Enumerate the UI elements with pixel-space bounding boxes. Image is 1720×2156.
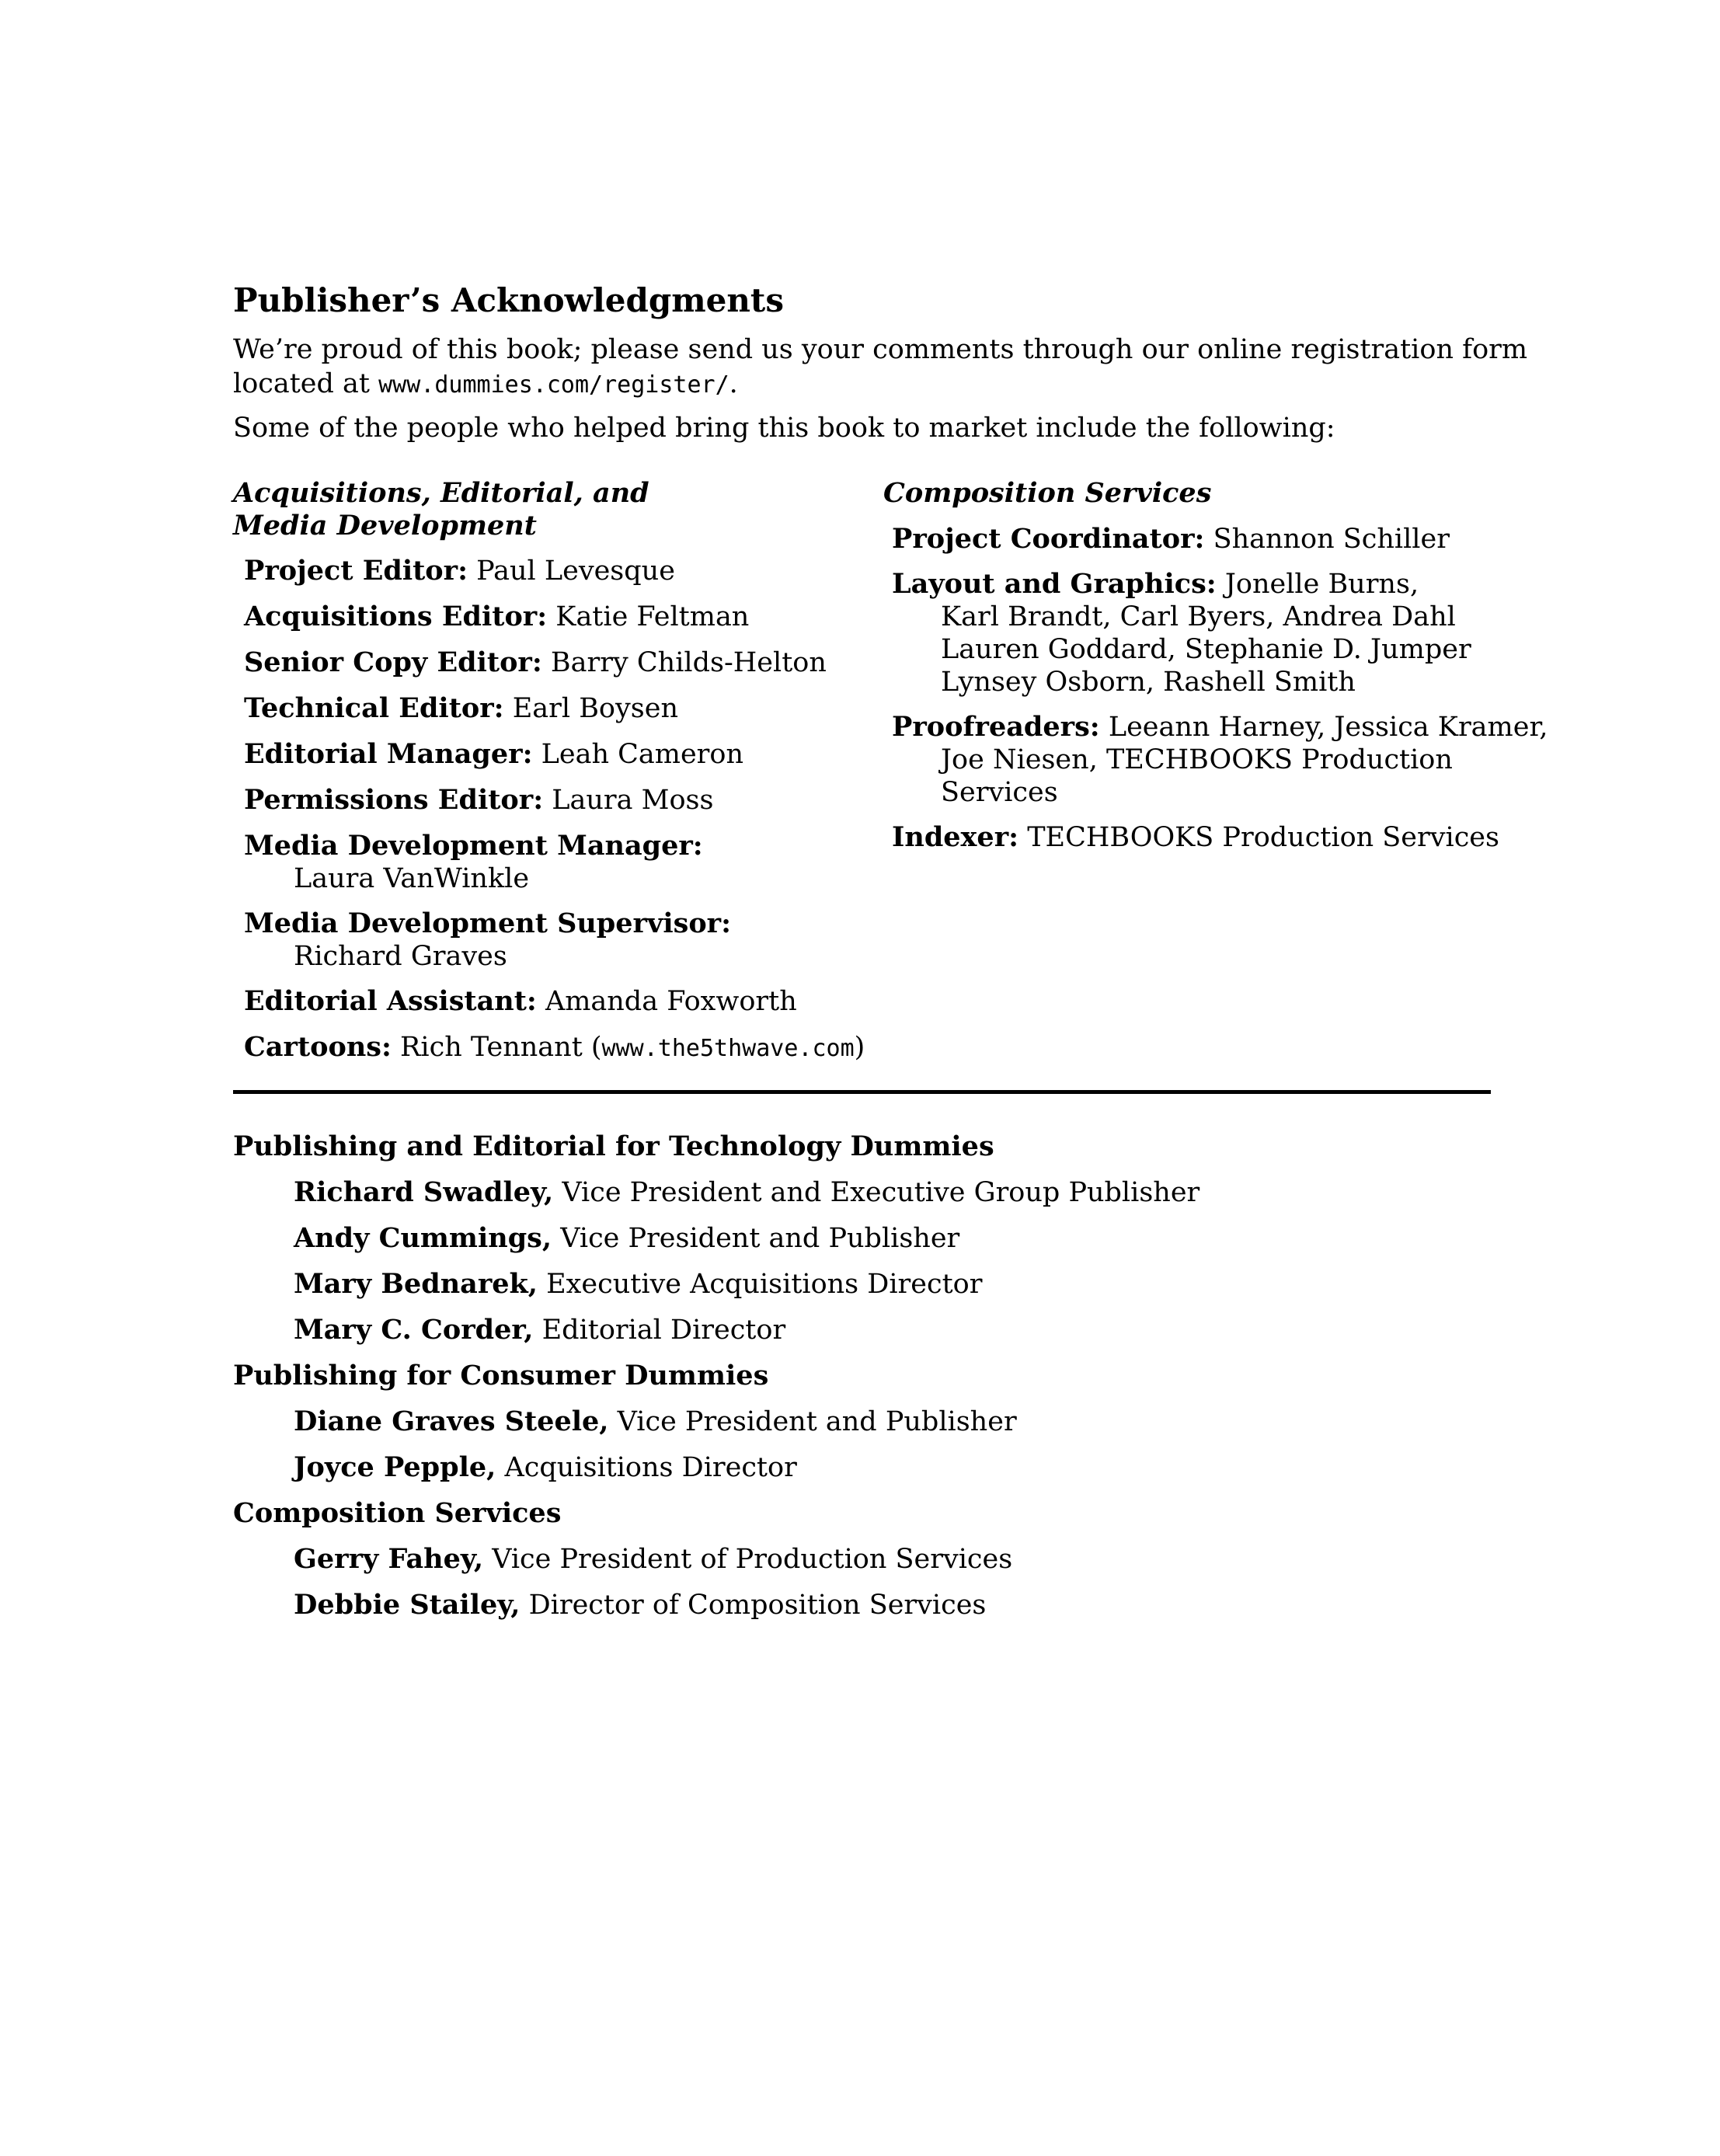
staff-entry xyxy=(294,1176,1199,1208)
credit-role: Media Development Supervisor: xyxy=(244,907,732,939)
staff-title: Vice President and Publisher xyxy=(617,1406,1017,1437)
credit-name-continued: Karl Brandt, Carl Byers, Andrea Dahl xyxy=(941,601,1456,632)
staff-name: Joyce Pepple, xyxy=(294,1451,496,1483)
staff-name: Mary Bednarek, xyxy=(294,1268,538,1300)
credit-name-continued: Lauren Goddard, Stephanie D. Jumper xyxy=(941,634,1471,665)
credit-name: Leeann Harney, Jessica Kramer, xyxy=(1108,712,1548,743)
credit-role: Technical Editor: xyxy=(244,692,504,724)
credit-name: Leah Cameron xyxy=(541,739,744,770)
staff-title: Vice President and Publisher xyxy=(560,1223,960,1254)
staff-name: Mary C. Corder, xyxy=(294,1314,534,1346)
credit-role: Editorial Manager: xyxy=(244,738,533,770)
staff-title: Vice President of Production Services xyxy=(492,1544,1013,1575)
staff-entry xyxy=(294,1314,785,1346)
credit-name-continued: Joe Niesen, TECHBOOKS Production xyxy=(941,744,1453,775)
credit-role: Project Editor: xyxy=(244,555,468,587)
intro-line-2-prefix: located at xyxy=(233,368,379,399)
credit-name: Paul Levesque xyxy=(476,556,675,587)
left-column-heading-line-1: Acquisitions, Editorial, and xyxy=(233,477,649,509)
intro-line-3: Some of the people who helped bring this book to market include the following: xyxy=(233,413,1335,444)
credit-role: Project Coordinator: xyxy=(892,523,1205,555)
credit-entry xyxy=(244,830,703,862)
staff-entry xyxy=(294,1543,1012,1575)
credit-name: TECHBOOKS Production Services xyxy=(1027,822,1499,853)
credit-entry xyxy=(244,555,675,587)
cartoon-url-link[interactable]: www.the5thwave.com xyxy=(601,1035,855,1062)
credit-name-continued: Services xyxy=(941,777,1058,808)
right-column-heading: Composition Services xyxy=(883,477,1212,509)
staff-title: Executive Acquisitions Director xyxy=(546,1269,983,1300)
staff-entry xyxy=(294,1451,797,1483)
section-heading: Publishing for Consumer Dummies xyxy=(233,1360,769,1391)
staff-title: Vice President and Executive Group Publisher xyxy=(562,1177,1200,1208)
credit-entry xyxy=(892,821,1499,854)
intro-line-1: We’re proud of this book; please send us your comments through our online registration form xyxy=(233,334,1528,365)
staff-entry xyxy=(294,1405,1017,1437)
left-column-heading-line-2: Media Development xyxy=(233,510,537,542)
page-title: Publisher’s Acknowledgments xyxy=(233,281,784,319)
credit-name: Barry Childs-Helton xyxy=(550,647,827,678)
credit-entry xyxy=(244,738,743,771)
registration-url-link[interactable]: www.dummies.com/register/ xyxy=(378,371,729,399)
credit-role: Layout and Graphics: xyxy=(892,568,1217,600)
credit-entry xyxy=(244,985,797,1018)
credit-role: Indexer: xyxy=(892,821,1019,853)
staff-name: Debbie Stailey, xyxy=(294,1589,521,1621)
staff-name: Richard Swadley, xyxy=(294,1176,554,1208)
credit-role: Editorial Assistant: xyxy=(244,985,537,1017)
credit-name: Jonelle Burns, xyxy=(1224,569,1419,600)
credit-entry xyxy=(244,907,731,940)
credit-name: Laura Moss xyxy=(552,785,714,816)
cartoon-url-open: ( xyxy=(582,1032,602,1063)
credit-entry xyxy=(244,692,678,725)
cartoon-url-close: ) xyxy=(854,1032,865,1063)
credit-entry xyxy=(244,784,713,817)
credit-role: Senior Copy Editor: xyxy=(244,646,542,678)
intro-line-2 xyxy=(233,367,738,402)
intro-line-2-suffix: . xyxy=(729,368,738,399)
credit-name: Laura VanWinkle xyxy=(294,863,530,894)
staff-title: Director of Composition Services xyxy=(528,1590,987,1621)
credit-name: Earl Boysen xyxy=(512,693,678,724)
credit-entry xyxy=(892,568,1419,601)
section-heading: Composition Services xyxy=(233,1497,562,1529)
staff-entry xyxy=(294,1589,986,1621)
staff-name: Andy Cummings, xyxy=(294,1222,552,1254)
credit-role: Cartoons: xyxy=(244,1031,392,1063)
credit-role: Permissions Editor: xyxy=(244,784,544,816)
credit-name: Amanda Foxworth xyxy=(545,986,797,1017)
credit-entry xyxy=(244,1031,865,1065)
credit-name: Katie Feltman xyxy=(555,601,750,632)
staff-title: Editorial Director xyxy=(541,1315,786,1346)
credit-entry xyxy=(892,523,1450,556)
section-divider xyxy=(233,1090,1491,1094)
credit-role: Acquisitions Editor: xyxy=(244,601,548,632)
credit-role: Media Development Manager: xyxy=(244,830,703,862)
credit-name-continued: Lynsey Osborn, Rashell Smith xyxy=(941,667,1356,698)
credit-name: Rich Tennant xyxy=(400,1032,583,1063)
staff-entry xyxy=(294,1222,959,1254)
staff-title: Acquisitions Director xyxy=(504,1452,797,1483)
section-heading: Publishing and Editorial for Technology Dummies xyxy=(233,1130,994,1162)
credit-name: Richard Graves xyxy=(294,941,507,972)
credit-role: Proofreaders: xyxy=(892,711,1100,743)
staff-name: Diane Graves Steele, xyxy=(294,1405,609,1437)
credit-entry xyxy=(244,646,827,679)
credit-entry xyxy=(892,711,1548,744)
credit-name: Shannon Schiller xyxy=(1213,524,1450,555)
credit-entry xyxy=(244,601,749,633)
staff-entry xyxy=(294,1268,982,1300)
staff-name: Gerry Fahey, xyxy=(294,1543,484,1575)
